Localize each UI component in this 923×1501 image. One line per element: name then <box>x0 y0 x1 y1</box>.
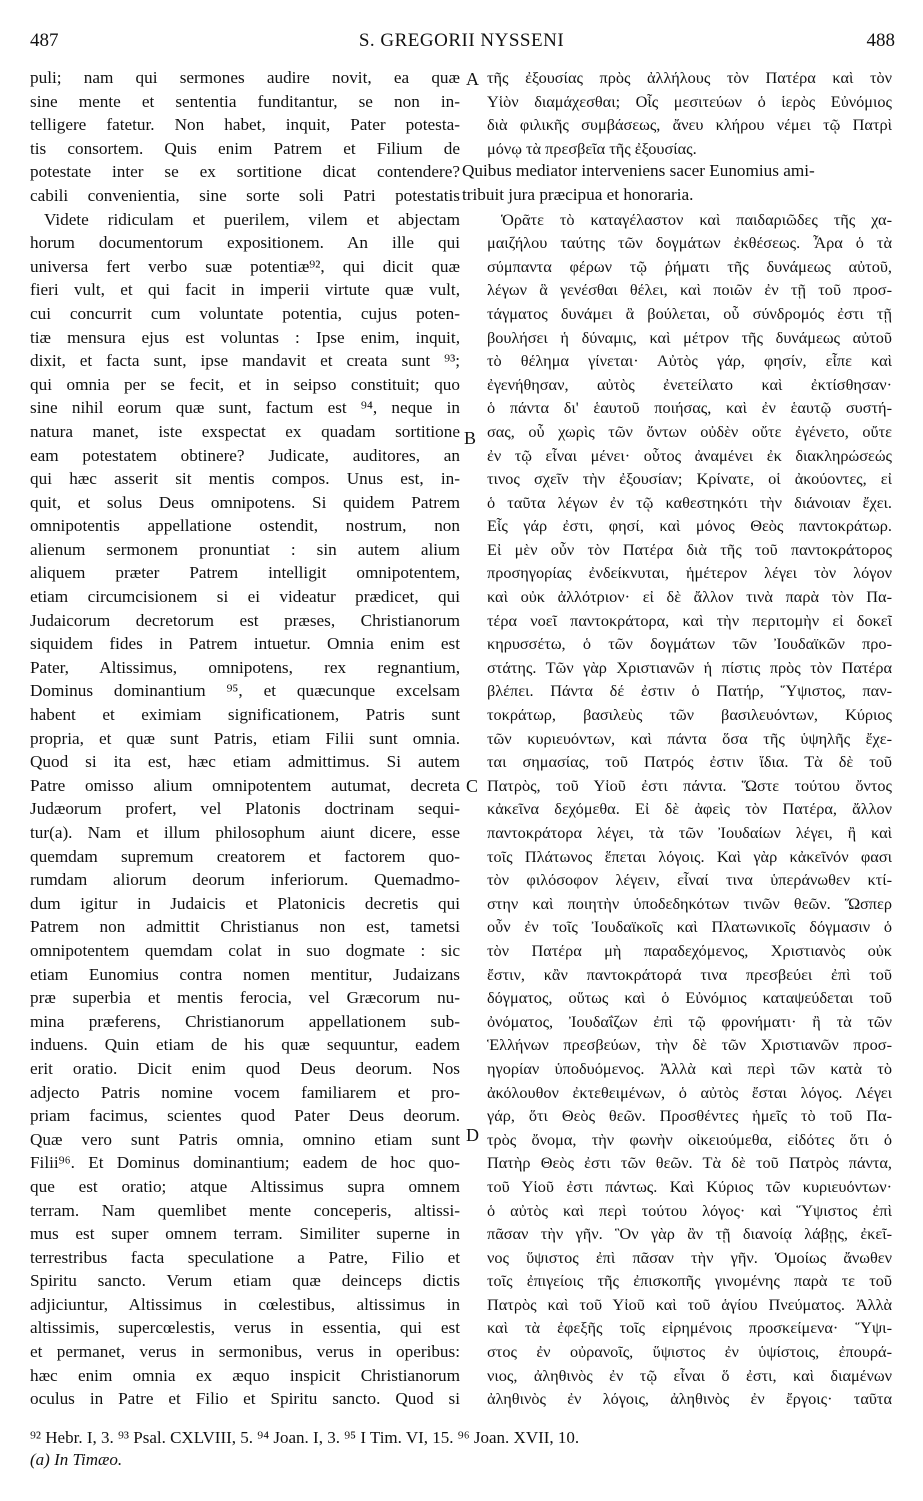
text-line: sine mente et sententia funditantur, se non in- <box>30 91 460 111</box>
text-line: dum igitur in Judaicis et Platonicis decretis qui <box>30 893 460 913</box>
latin-continuation-line: tribuit jura præcipua et honoraria. <box>462 185 694 204</box>
text-line: quemdam supremum creatorem et factorem quo- <box>30 846 460 866</box>
text-line: στην καὶ ποιητὴν ὑποδεδηκότων τινῶν θεῶν. Ὥσπερ <box>487 893 892 913</box>
text-line: tis consortem. Quis enim Patrem et Filium de <box>30 138 460 158</box>
text-line: natura manet, iste exspectat ex quadam sortitione <box>30 421 460 441</box>
text-line: tur(a). Nam et illum philosophum aiunt dicere, esse <box>30 823 460 842</box>
text-line: alienum sermonem pronuntiat : sin autem alium <box>30 539 460 559</box>
text-line: qui hæc asserit sit mentis compos. Unus est, in- <box>30 469 460 489</box>
latin-continuation-line: Quibus mediator interveniens sacer Eunomius ami- <box>462 161 815 180</box>
text-line: Ὁρᾶτε τὸ καταγέλαστον καὶ παιδαριῶδες τῆς χα- <box>501 209 892 229</box>
text-line: διὰ φιλικῆς συμβάσεως, ἄνευ κλήρου νέμει τῷ Πατρὶ <box>487 115 892 135</box>
text-line: σας, οὗ χωρὶς τῶν ὄντων οὐδὲν οὔτε ἐγένετο, οὔτε <box>487 421 892 441</box>
text-line: καὶ τὰ ἐφεξῆς τοῖς εἰρημένοις προσκείμενα· Ὕψι- <box>487 1318 892 1338</box>
text-line: μαιζήλου ταύτης τῶν δογμάτων ἐκθέσεως. Ἆρα ὁ τὰ <box>487 233 892 253</box>
text-line: aliquem præter Patrem intelligit omnipotentem, <box>30 563 460 583</box>
text-line: δόγματος, οὕτως καὶ ὁ Εὐνόμιος καταψεύδεται τοῦ <box>487 988 892 1008</box>
text-line: Quod si ita est, hæc etiam admittimus. Si autem <box>30 752 460 772</box>
text-line: puli; nam qui sermones audire novit, ea quæ <box>30 68 460 87</box>
text-line: τὸν φιλόσοφον λέγειν, εἶναί τινα ὑπεράνωθεν κτί- <box>487 870 892 890</box>
text-line: Judæorum profert, vel Platonis doctrinam sequi- <box>30 799 460 819</box>
text-line: siquidem fides in Patrem intuetur. Omnia enim est <box>30 634 460 654</box>
text-line: ηγορίαν ὑποδυόμενος. Ἀλλὰ καὶ περὶ τῶν κατὰ τὸ <box>487 1058 892 1078</box>
text-line: universa fert verbo suæ potentiæ⁹², qui dicit quæ <box>30 256 460 276</box>
text-line: Εἷς γάρ ἐστι, φησί, καὶ μόνος Θεὸς παντοκράτωρ. <box>487 516 892 536</box>
text-line: τοῖς ἐπιγείοις τῆς ἐπισκοπῆς γινομένης παρὰ τε τοῦ <box>487 1271 892 1291</box>
text-line: propria, et quæ sunt Patris, etiam Filii sunt omnia. <box>30 728 460 748</box>
text-line: στος ἐν οὐρανοῖς, ὕψιστος ἐν ὑψίστοις, ἐπουρά- <box>487 1342 892 1362</box>
text-line: Πατρὸς, τοῦ Υἱοῦ ἐστι πάντα. Ὥστε τούτου ὄντος <box>487 775 892 795</box>
margin-letter-c: C <box>466 776 479 796</box>
text-line: omnipotentem quemdam colat in suo dogmate : sic <box>30 940 460 960</box>
text-line: ὀνόματος, Ἰουδαΐζων ἐπὶ τῷ φρονήματι· ἢ τὰ τῶν <box>487 1011 892 1031</box>
text-line: βλέπει. Πάντα δέ ἐστιν ὁ Πατήρ, Ὕψιστος, παν- <box>487 681 892 701</box>
text-line: etiam circumcisionem si ei videatur prædicet, qui <box>30 587 460 607</box>
text-line: τῶν κυριευόντων, καὶ πάντα ὅσα τῆς ὑψηλῆς ἔχε- <box>487 728 892 748</box>
page-number-right: 488 <box>866 30 895 51</box>
text-line: mus est super omnem terram. Similiter superne in <box>30 1224 460 1244</box>
text-line: etiam Eunomius contra nomen mentitur, Judaizans <box>30 964 460 984</box>
text-line: μόνῳ τὰ πρεσβεῖα τῆς ἐξουσίας. <box>487 138 697 158</box>
text-line: πᾶσαν τὴν γῆν. Ὃν γὰρ ἂν τῇ διανοίᾳ λάβῃς, ἐκεῖ- <box>487 1224 892 1244</box>
text-line: τέρα νοεῖ παντοκράτορα, καὶ τὴν περιτομὴν εἰ δοκεῖ <box>487 610 892 630</box>
margin-letter-a: A <box>466 69 479 89</box>
running-title: S. GREGORII NYSSENI <box>358 30 565 51</box>
text-line: cabili convenientia, sine sorte soli Patri potestatis <box>30 185 460 205</box>
text-line: Judaicorum decretorum est præses, Christianorum <box>30 610 460 630</box>
text-line: στάτης. Τῶν γὰρ Χριστιανῶν ἡ πίστις πρὸς τὸν Πατέρα <box>487 657 892 677</box>
text-line: induens. Quin etiam de his quæ sequuntur, eadem <box>30 1035 460 1055</box>
text-line: Πατρὸς καὶ τοῦ Υἱοῦ καὶ τοῦ ἁγίου Πνεύματος. Ἀλλὰ <box>487 1294 892 1314</box>
text-line: Υἱὸν διαμάχεσθαι; Οἷς μεσιτεύων ὁ ἱερὸς Εὐνόμιος <box>487 91 892 111</box>
text-line: Spiritu sancto. Verum etiam quæ deinceps dictis <box>30 1271 460 1291</box>
text-line: τρὸς ὄνομα, τὴν φωνὴν οἰκειούμεθα, εἰδότες ὅτι ὁ <box>487 1129 892 1149</box>
text-line: erit oratio. Dicit enim quod Deus deorum. Nos <box>30 1058 460 1078</box>
text-line: γάρ, ὅτι Θεὸς θεῶν. Προσθέντες ἡμεῖς τὸ τοῦ Πα- <box>487 1106 892 1126</box>
text-line: fieri vult, et qui facit in imperii virtute quæ vult, <box>30 280 460 300</box>
text-line: σύμπαντα φέρων τῷ ῥήματι τῆς δυνάμεως αὐτοῦ, <box>487 256 892 276</box>
text-line: ὁ ταῦτα λέγων ἐν τῷ καθεστηκότι τὴν διάνοιαν ἔχει. <box>487 492 892 512</box>
text-line: τῆς ἐξουσίας πρὸς ἀλλήλους τὸν Πατέρα καὶ τὸν <box>487 68 892 87</box>
text-line: telligere fatetur. Non habet, inquit, Pater potesta- <box>30 115 460 135</box>
text-line: νιος, ἀληθινὸς ἐν τῷ εἶναι ὅ ἐστι, καὶ διαμένων <box>487 1365 892 1385</box>
text-line: ἐγενήθησαν, αὐτὸς ἐνετείλατο καὶ ἐκτίσθησαν· <box>487 374 892 394</box>
margin-letter-b: B <box>464 428 477 448</box>
text-line: adjiciuntur, Altissimus in cœlestibus, altissimus in <box>30 1294 460 1314</box>
text-line: hæc enim omnia ex æquo inspicit Christianorum <box>30 1365 460 1385</box>
footnote-references: ⁹² Hebr. I, 3. ⁹³ Psal. CXLVIII, 5. ⁹⁴ Joan. I, 3. ⁹⁵ I Tim. VI, 15. ⁹⁶ Joan. XVII, 10. <box>30 1428 580 1447</box>
text-line: Pater, Altissimus, omnipotens, rex regnantium, <box>30 657 460 677</box>
text-line: κηρυσσέτω, ὁ τῶν δογμάτων τῶν Ἰουδαϊκῶν προ- <box>487 634 892 654</box>
text-line: τὸν Πατέρα μὴ παραδεχόμενος, Χριστιανὸς οὐκ <box>487 940 892 960</box>
text-line: altissimis, supercœlestis, verus in essentia, qui est <box>30 1318 460 1338</box>
text-line: Patre omisso alium omnipotentem autumat, decreta <box>30 775 460 795</box>
greek-column <box>487 66 892 1411</box>
text-line: τοῦ Υἱοῦ ἐστι πάντως. Καὶ Κύριος τῶν κυριευόντων· <box>487 1176 892 1196</box>
text-line: Filii⁹⁶. Et Dominus dominantium; eadem de hoc quo- <box>30 1153 460 1173</box>
text-line: potestate inter se ex sortitione dicat contendere? <box>30 162 460 182</box>
text-line: Εἰ μὲν οὖν τὸν Πατέρα διὰ τῆς τοῦ παντοκράτορος <box>487 539 892 559</box>
text-line: adjecto Patris nomine vocem familiarem et pro- <box>30 1082 460 1102</box>
text-line: τινος σχεῖν τὴν ἐξουσίαν; Κρίνατε, οἱ ἀκούοντες, εἰ <box>487 469 892 489</box>
text-line: ται σημασίας, τοῦ Πατρός ἐστιν ἴδια. Τὰ δὲ τοῦ <box>487 752 892 772</box>
text-line: καὶ οὐκ ἀλλότριον· εἰ δὲ ἄλλον τινὰ παρὰ τὸν Πα- <box>487 587 892 607</box>
text-line: κἀκεῖνα δεχόμεθα. Εἰ δὲ ἀφεὶς τὸν Πατέρα, ἄλλον <box>487 799 892 819</box>
text-line: rumdam aliorum deorum inferiorum. Quemadmo- <box>30 870 460 890</box>
text-line: τάγματος δυνάμει ἃ βούλεται, οὗ σύνδρομός ἐστι τῇ <box>487 303 892 323</box>
text-line: τοῖς Πλάτωνος ἕπεται λόγοις. Καὶ γὰρ κἀκεῖνόν φασι <box>487 846 892 866</box>
text-line: ὁ πάντα δι' ἑαυτοῦ ποιήσας, καὶ ἐν ἑαυτῷ συστή- <box>487 398 892 418</box>
text-line: horum documentorum expositionem. An ille qui <box>30 233 460 253</box>
text-line: oculus in Patre et Filio et Spiritu sancto. Quod si <box>30 1389 460 1409</box>
text-line: Videte ridiculam et puerilem, vilem et abjectam <box>44 209 460 229</box>
text-line: eam potestatem obtinere? Judicate, auditores, an <box>30 445 460 465</box>
text-line: tiæ mensura ejus est voluntas : Ipse enim, inquit, <box>30 327 460 347</box>
text-line: ὁ αὐτὸς καὶ περὶ τούτου λόγος· καὶ Ὕψιστος ἐπὶ <box>487 1200 892 1220</box>
text-line: que est oratio; atque Altissimus supra omnem <box>30 1176 460 1196</box>
text-line: terrestribus facta speculatione a Patre, Filio et <box>30 1247 460 1267</box>
footnote-source: (a) In Timæo. <box>30 1450 123 1469</box>
text-line: τοκράτωρ, βασιλεὺς τῶν βασιλευόντων, Κύριος <box>487 705 892 725</box>
text-line: οὖν ἐν τοῖς Ἰουδαϊκοῖς καὶ Πλατωνικοῖς δόγμασιν ὁ <box>487 917 892 937</box>
text-line: Quæ vero sunt Patris omnia, omnino etiam sunt <box>30 1129 460 1149</box>
text-line: priam facimus, scientes quod Pater Deus deorum. <box>30 1106 460 1126</box>
text-line: Patrem non admittit Christianus non est, tametsi <box>30 917 460 937</box>
text-line: ἔστιν, κἂν παντοκράτορά τινα πρεσβεύει ἐπὶ τοῦ <box>487 964 892 984</box>
text-line: sine nihil eorum quæ sunt, factum est ⁹⁴, neque in <box>30 398 460 418</box>
text-line: omnipotentis appellatione ostendit, nostrum, non <box>30 516 460 536</box>
margin-letter-d: D <box>466 1125 479 1145</box>
text-line: quit, et solus Deus omnipotens. Si quidem Patrem <box>30 492 460 512</box>
text-line: βουλήσει ἡ δύναμις, καὶ μέτρον τῆς δυνάμεως αὐτοῦ <box>487 327 892 347</box>
text-line: qui omnia per se fecit, et in seipso constituit; quo <box>30 374 460 394</box>
text-line: præ superbia et mentis ferocia, vel Græcorum nu- <box>30 988 460 1008</box>
page-number-left: 487 <box>30 30 59 51</box>
page-header <box>0 30 923 58</box>
text-line: cui concurrit cum voluntate potentia, cujus poten- <box>30 303 460 323</box>
latin-column <box>30 66 460 1411</box>
text-line: et permanet, verus in sermonibus, verus in operibus: <box>30 1342 460 1362</box>
text-line: ἀκόλουθον ἐκτεθειμένων, ὁ αὐτὸς ἔσται λόγος. Λέγει <box>487 1082 892 1102</box>
text-line: habent et eximiam significationem, Patris sunt <box>30 705 460 725</box>
text-line: παντοκράτορα λέγει, τὰ τῶν Ἰουδαίων λέγει, ἢ καὶ <box>487 823 892 842</box>
text-line: Dominus dominantium ⁹⁵, et quæcunque excelsam <box>30 681 460 701</box>
text-line: dixit, et facta sunt, ipse mandavit et creata sunt ⁹³; <box>30 351 460 371</box>
text-line: λέγων ἃ γενέσθαι θέλει, καὶ ποιῶν ἐν τῇ τοῦ προσ- <box>487 280 892 300</box>
text-line: terram. Nam quemlibet mente conceperis, altissi- <box>30 1200 460 1220</box>
text-line: προσηγορίας ἐνδείκνυται, ἡμέτερον λέγει τὸν λόγον <box>487 563 892 583</box>
text-line: Πατὴρ Θεὸς ἐστι τῶν θεῶν. Τὰ δὲ τοῦ Πατρὸς πάντα, <box>487 1153 892 1173</box>
text-line: Ἑλλήνων πρεσβεύων, τὴν δὲ τῶν Χριστιανῶν προσ- <box>487 1035 892 1055</box>
text-line: mina præferens, Christianorum appellationem sub- <box>30 1011 460 1031</box>
text-line: ἐν τῷ εἶναι μένει· οὗτος ἀναμένει ἐκ διακληρώσεώς <box>487 445 892 465</box>
text-line: τὸ θέλημα γίνεται· Αὐτὸς γάρ, φησίν, εἶπε καὶ <box>487 351 892 371</box>
text-line: νος ὕψιστος ἐπὶ πᾶσαν τὴν γῆν. Ὁμοίως ἄνωθεν <box>487 1247 892 1267</box>
text-line: ἀληθινὸς ἐν λόγοις, ἀληθινὸς ἐν ἔργοις· ταῦτα <box>487 1389 892 1409</box>
